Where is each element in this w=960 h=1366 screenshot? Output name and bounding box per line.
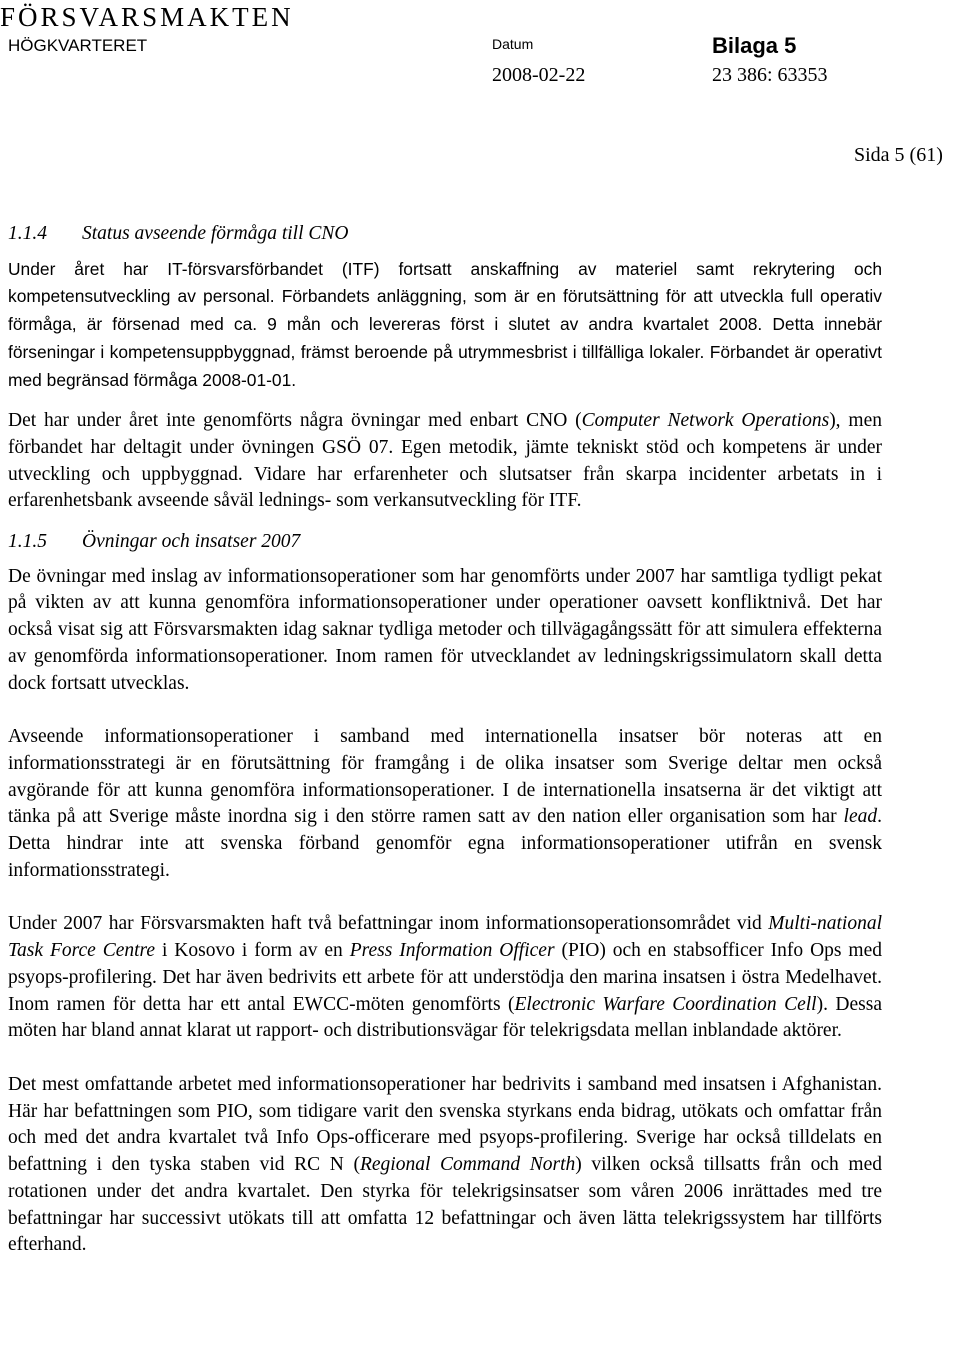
paragraph-text: . Detta hindrar inte att svenska förband genomför egna informationsoperationer utifrån en svensk informationsstrategi. (8, 806, 882, 881)
paragraph-text: ), men förbandet har deltagit under övningen GSÖ 07. Egen metodik, jämte tekniskt stöd och kompetens är under utveckling och uppbyggnad. Vidare har erfarenheter och slutsatser från skarpa incidenter arbetats in i erfarenhetsbank avseende såväl lednings- som verkansutveckling för ITF. (8, 410, 882, 512)
paragraph (8, 256, 882, 395)
emphasis-text: Electronic Warfare Coordination Cell (514, 993, 817, 1015)
emphasis-text: Multi-national Task Force Centre (8, 913, 882, 962)
paragraph-text: Avseende informationsoperationer i samband med internationella insatser bör noteras att en informationsstrategi är en förutsättning för framgång i de olika insatser som Sverige deltar men också avgörande för att kunna genomföra informationsoperationer. I de internationella insatserna är det viktigt att tänka på att Sverige måste inordna sig i den större ramen satt av den nation eller organisation som har (8, 726, 882, 828)
unit-name: HÖGKVARTERET (8, 36, 148, 55)
paragraph-text: Under året har IT-försvarsförbandet (ITF) fortsatt anskaffning av materiel samt rekrytering och kompetensutveckling av personal. (8, 258, 882, 307)
paragraph-text: ) vilken också tillsatts från och med rotationen under det andra kvartalet. Den styrka för telekrigsinsatser som våren 2006 inrättades med tre befattningar har successivt utökats till att omfatta 12 befattningar och även lätta telekrigssystem har tillförts efterhand. (8, 1154, 882, 1256)
paragraph (8, 408, 882, 515)
section-number: 1.1.4 (8, 223, 47, 244)
section-heading (8, 529, 882, 556)
page-number: Sida 5 (61) (854, 144, 943, 166)
section-number: 1.1.5 (8, 531, 47, 553)
paragraph-text: Det mest omfattande arbetet med informationsoperationer har bedrivits i samband med insatsen i Afghanistan. Här har befattningen som PIO, som tidigare varit den svenska styrkans enda bidrag, utökats och omfattar från och med det andra kvartalet två Info Ops-officerare med psyops-profilering. Sverige har också tilldelats en befattning i den tyska staben vid RC N ( (8, 1073, 882, 1176)
organization-name: FÖRSVARSMAKTEN (0, 2, 294, 32)
paragraph-text: i Kosovo i form av en (155, 940, 350, 962)
paragraph (8, 564, 882, 698)
paragraph-text: Det har under året inte genomförts några övningar med enbart CNO ( (8, 410, 582, 432)
section-heading (8, 221, 882, 248)
emphasis-text: Press Information Officer (349, 940, 555, 962)
paragraph-text: (PIO) och en stabsofficer Info Ops med psyops-profilering. Det har även bedrivits ett arbete för att understödja den marina insatsen i östra Medelhavet. Inom ramen för detta har ett antal EWCC-möten genomförts ( (8, 940, 882, 1015)
paragraph (8, 911, 882, 1045)
date-label: Datum (492, 36, 534, 52)
emphasis-text: Regional Command North (359, 1154, 576, 1176)
paragraph-text: De övningar med inslag av informationsoperationer som har genomförts under 2007 har samtliga tydligt pekat på vikten av att kunna genomföra informationsoperationer under operationer oavsett konfliktnivå. Det har också visat sig att Försvarsmakten idag saknar tydliga metoder och tillvägagångssätt för att simulera effekterna av genomförda informationsoperationer. Inom ramen för utvecklandet av ledningskrigssimulatorn skall detta dock fortsatt utvecklas. (8, 565, 882, 694)
attachment-label: Bilaga 5 (712, 33, 797, 58)
document-body (8, 221, 882, 1259)
paragraph (8, 724, 882, 884)
paragraph-text: Under 2007 har Försvarsmakten haft två befattningar inom informationsoperationsområdet vid (8, 913, 769, 935)
date-value: 2008-02-22 (492, 64, 586, 86)
paragraph-text: Förbandets anläggning, som är en förutsättning för att utveckla full operativ förmåga, är försenad med ca. 9 mån och levereras först i slutet av andra kvartalet 2008. Detta innebär förseningar i kompetensuppbyggnad, främst beroende på utrymmesbrist i tillfälliga lokaler. Förbandet är operativt med begränsad förmåga 2008-01-01. (8, 286, 882, 390)
emphasis-text: Computer Network Operations (581, 410, 830, 432)
section-title: Status avseende förmåga till CNO (82, 223, 349, 244)
paragraph-text: ). Dessa möten har bland annat klarat ut rapport- och distributionsvägar för telekrigsdata mellan inblandade aktörer. (8, 993, 882, 1042)
reference-number: 23 386: 63353 (712, 64, 828, 86)
emphasis-text: lead (843, 806, 878, 828)
section-title: Övningar och insatser 2007 (82, 531, 301, 553)
paragraph (8, 1072, 882, 1259)
